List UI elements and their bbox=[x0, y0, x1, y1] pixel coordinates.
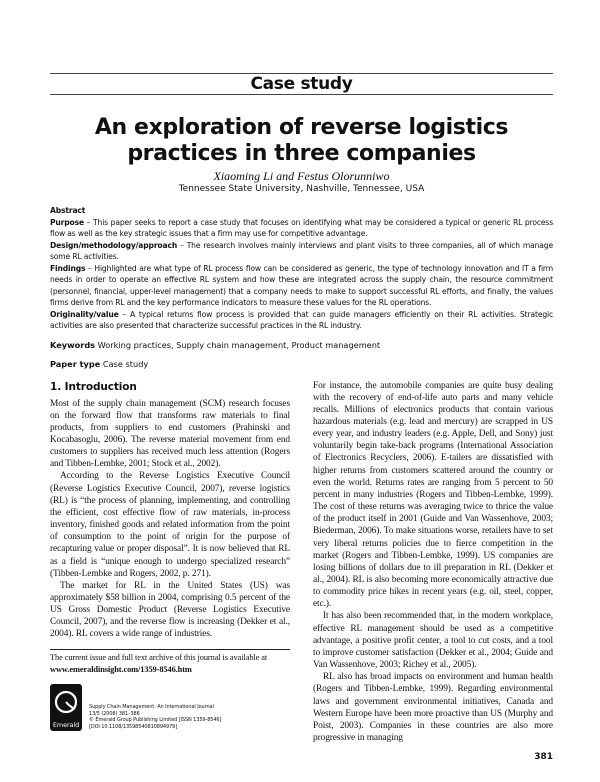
abstract-purpose bbox=[50, 217, 553, 240]
abstract-label: Originality/value bbox=[50, 309, 119, 319]
abstract-findings bbox=[50, 263, 553, 309]
authors: Xiaoming Li and Festus Olorunniwo bbox=[213, 169, 390, 183]
abstract bbox=[50, 205, 553, 332]
page bbox=[50, 0, 553, 782]
abstract-heading: Abstract bbox=[50, 206, 86, 215]
introduction-heading: 1. Introduction bbox=[50, 380, 137, 393]
keywords bbox=[50, 340, 553, 351]
abstract-label: Findings bbox=[50, 263, 86, 273]
keywords-text: Working practices, Supply chain management, Product management bbox=[95, 339, 381, 350]
archive-note-text: The current issue and full text archive of this journal is available at bbox=[50, 652, 268, 662]
paragraph: The market for RL in the United States (US) was approximately $58 billion in 2004, comprising 0.5 percent of the US Gross Domestic Product (Reverse Logistics Executive Council, 2007), and the reverse flow is increasing (Dekker et al., 2004). RL covers a wide range of industries. bbox=[50, 580, 290, 640]
journal-info bbox=[89, 704, 221, 730]
publisher-block bbox=[50, 684, 290, 731]
abstract-design bbox=[50, 240, 553, 263]
left-column bbox=[50, 380, 290, 745]
emerald-logo bbox=[50, 684, 82, 731]
journal-line: 13/5 (2008) 381–386 bbox=[89, 710, 140, 717]
body-columns bbox=[50, 380, 553, 745]
paper-type-label: Paper type bbox=[50, 358, 101, 369]
paper-type-text: Case study bbox=[100, 358, 149, 369]
logo-text: Emerald bbox=[52, 720, 80, 729]
paragraph: Most of the supply chain management (SCM) research focuses on the forward flow that transforms raw materials to final products, from suppliers to end customers (Prahinski and Kocabasoglu, 2006). The reverse material movement from end customers to suppliers has received much less attention (Rogers and Tibben-Lembke, 2001; Stock et al., 2002). bbox=[50, 398, 290, 470]
paragraph: According to the Reverse Logistics Executive Council (Reverse Logistics Executive Council, 2007), reverse logistics (RL) is “the process of planning, implementing, and controlling the efficient, cost effective flow of raw materials, in-process inventory, finished goods and related information from the point of consumption to the point of origin for the purpose of recapturing value or proper disposal”. It is now believed that RL as a field is “unique enough to undergo specialized research” (Tibben-Lembke and Rogers, 2002, p. 271). bbox=[50, 471, 290, 579]
keywords-label: Keywords bbox=[50, 339, 96, 350]
abstract-text: – A typical returns flow process is provided that can guide managers efficiently on their RL activities. Strategic activities are also presented that characterize successful practices in the RL industry. bbox=[50, 309, 553, 330]
archive-url-link[interactable]: www.emeraldinsight.com/1359-8546.htm bbox=[50, 664, 192, 674]
abstract-text: – This paper seeks to report a case study that focuses on identifying what may be considered a typical or generic RL process flow as well as the key strategic issues that a firm may use for competitive advantage. bbox=[50, 217, 553, 238]
journal-line: © Emerald Group Publishing Limited [ISSN 1359-8546] bbox=[89, 717, 222, 724]
paragraph: For instance, the automobile companies are quite busy dealing with the recovery of end-of-life auto parts and many vehicle recalls. Millions of electronics products that contain various hazardous materials (e.g. lead and mercury) are scrapped in US every year, and industry leaders (e.g. Apple, Dell, and Sony) just voluntarily begin take-back programs (International Association of Electronics Recyclers, 2006). E-tailers are dissatisfied with higher returns from customers scattered around the country or even the world. Returns rates are ranging from 5 percent to 50 percent in many industries (Rogers and Tibben-Lembke, 1999). The cost of these returns was averaging twice to thrice the value of the product itself in 2001 (Guide and Van Wassenhove, 2003; Biederman, 2006). To make situations worse, retailers have to set very liberal returns policies due to fierce competition in the market (Rogers and Tibben-Lembke, 1999). US companies are losing billions of dollars due to ill preparation in RL (Dekker et al., 2004). RL is also becoming more economically attractive due to commodity price hikes in recent years (e.g. oil, steel, copper, etc.). bbox=[313, 380, 553, 610]
paper-type bbox=[50, 359, 553, 370]
journal-line: [DOI 10.1108/13598540810894979] bbox=[89, 724, 178, 731]
affiliation: Tennessee State University, Nashville, Tennessee, USA bbox=[178, 184, 425, 194]
abstract-originality bbox=[50, 309, 553, 332]
article-title: An exploration of reverse logistics practices in three companies bbox=[94, 115, 509, 166]
abstract-text: – The research involves mainly interviews and plant visits to three companies, all of which manage some RL activities. bbox=[50, 240, 553, 261]
archive-note bbox=[50, 652, 290, 676]
section-label: Case study bbox=[250, 74, 353, 94]
paragraph: RL also has broad impacts on environment and human health (Rogers and Tibben-Lembke, 1999). Regarding environmental laws and government environmental initiatives, Canada and Western Europe have been more proactive than US (Murphy and Poist, 2003). Companies in these countries are also more progressive in managing bbox=[313, 672, 553, 744]
paragraph: It has also been recommended that, in the modern workplace, effective RL management should be used as a competitive advantage, a positive profit center, a tool to cut costs, and a tool to improve customer satisfaction (Dekker et al., 2004; Guide and Van Wassenhove, 2003; Richey et al., 2005). bbox=[313, 611, 553, 671]
header-bottom-rule bbox=[50, 94, 553, 95]
abstract-label: Purpose bbox=[50, 217, 84, 227]
abstract-text: – Highlighted are what type of RL process flow can be considered as generic, the type of technology innovation and IT a firm needs in order to operate an effective RL system and how these are integrated across the supply chain, the resource commitment (personnel, financial, upper-level management) that a company needs to make to support successful RL efforts, and finally, the values firms derive from RL and the key performance indicators to measure these values for the RL operations. bbox=[50, 263, 553, 307]
footnote-rule bbox=[50, 649, 290, 650]
emerald-swirl-icon bbox=[50, 684, 82, 731]
page-number: 381 bbox=[534, 752, 553, 763]
abstract-label: Design/methodology/approach bbox=[50, 240, 178, 250]
journal-line: Supply Chain Management: An International Journal bbox=[89, 704, 214, 711]
right-column bbox=[313, 380, 553, 745]
